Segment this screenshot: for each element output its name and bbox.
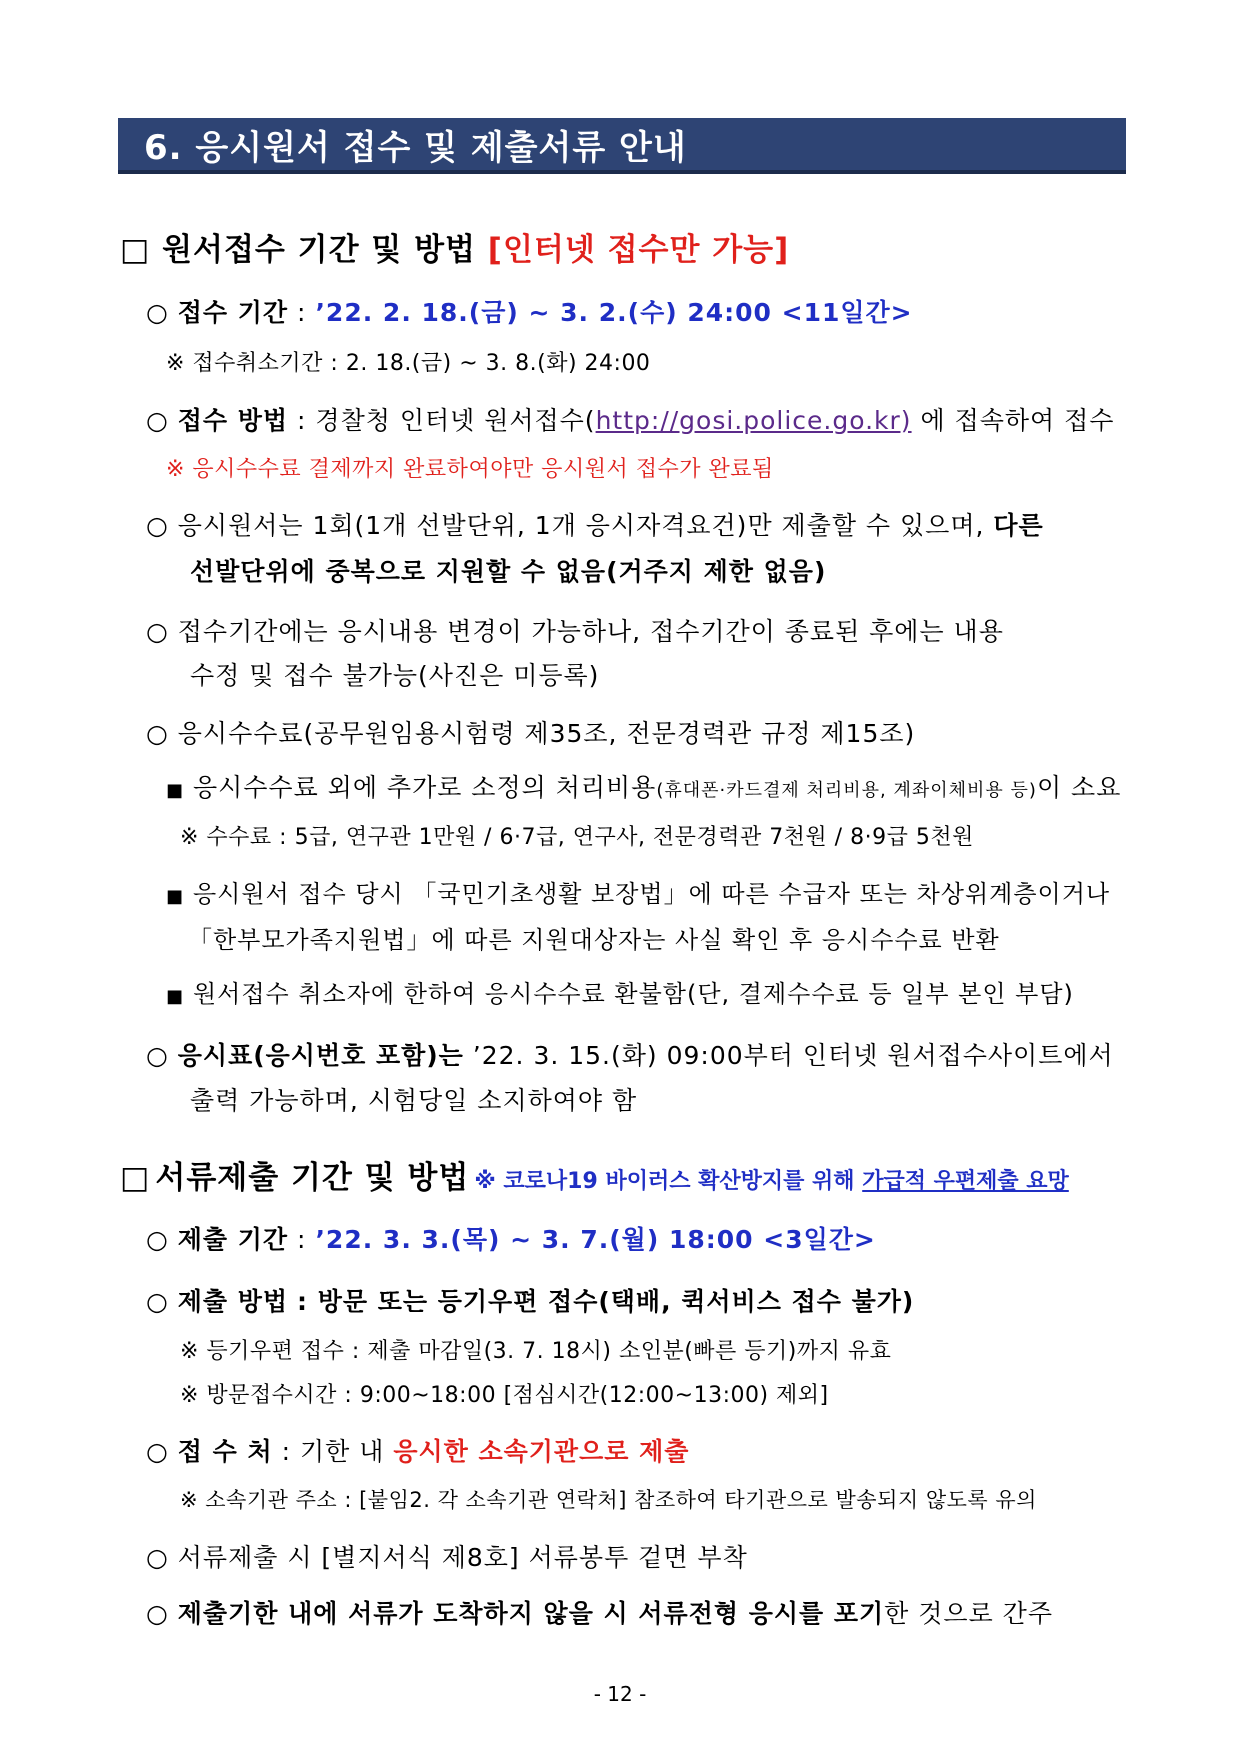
fee-payment-note: ※ 응시수수료 결제까지 완료하여야만 응시원서 접수가 완료됨 [166,457,774,482]
reception-period-value: ’22. 2. 18.(금) ~ 3. 2.(수) 24:00 <11일간> [315,298,913,327]
circle-bullet-icon: ○ [146,1599,169,1628]
submission-method-label: 제출 방법 [177,1287,289,1316]
section1-highlight: [인터넷 접수만 가능] [487,232,790,268]
submission-method-value: : 방문 또는 등기우편 접수(택배, 퀵서비스 접수 불가) [297,1287,915,1316]
fee-heading [146,714,915,750]
visit-hours-note: ※ 방문접수시간 : 9:00~18:00 [점심시간(12:00~13:00) 제외] [180,1383,829,1408]
extra-cost-text: 응시수수료 외에 추가로 소정의 처리비용 [192,773,657,802]
circle-bullet-icon: ○ [146,1437,169,1466]
registered-mail-note: ※ 등기우편 접수 : 제출 마감일(3. 7. 18시) 소인분(빠른 등기)까지 유효 [180,1339,892,1364]
checkbox-square-icon: □ [120,232,151,268]
cancel-refund-item [166,974,1074,1009]
single-application-bold: 다른 [993,511,1044,540]
change-line2: 수정 및 접수 불가능(사진은 미등록) [190,661,600,690]
deadline-bold: 제출기한 내에 서류가 도착하지 않을 시 서류전형 응시를 포기 [177,1599,885,1628]
envelope-item [146,1538,748,1574]
single-application-text: 응시원서는 1회(1개 선발단위, 1개 응시자격요건)만 제출할 수 있으며, [177,511,994,540]
envelope-text: 서류제출 시 [별지서식 제8호] 서류봉투 겉면 부착 [177,1543,748,1572]
cancel-period-note: ※ 접수취소기간 : 2. 18.(금) ~ 3. 8.(화) 24:00 [166,351,651,376]
single-application-line2: 선발단위에 중복으로 지원할 수 없음(거주지 제한 없음) [190,557,827,586]
cancel-refund-text: 원서접수 취소자에 한하여 응시수수료 환불함(단, 결제수수료 등 일부 본인 부담) [192,980,1074,1008]
reception-method-prefix: : 경찰청 인터넷 원서접수( [297,406,596,435]
deadline-text: 한 것으로 간주 [884,1599,1053,1628]
section-banner [118,118,1126,174]
submission-place-label: 접 수 처 [177,1437,273,1466]
checkbox-square-icon: □ [120,1160,151,1196]
colon: : [297,1225,307,1254]
section2-header [120,1152,1069,1197]
admission-ticket-line2: 출력 가능하며, 시험당일 소지하여야 함 [190,1086,638,1115]
colon: : [297,298,307,327]
circle-bullet-icon: ○ [146,1225,169,1254]
refund-item-line1 [166,874,1110,909]
admission-ticket-bold: 응시표(응시번호 포함)는 [177,1041,464,1070]
fee-heading-text: 응시수수료(공무원임용시험령 제35조, 전문경력관 규정 제15조) [177,719,916,748]
extra-cost-detail: (휴대폰·카드결제 처리비용, 계좌이체비용 등) [656,780,1037,801]
gosi-url-link[interactable]: http://gosi.police.go.kr) [595,406,912,435]
refund-text: 응시원서 접수 당시 「국민기초생활 보장법」에 따른 수급자 또는 차상위계층이거나 [192,880,1111,908]
reception-period-label: 접수 기간 [177,298,289,327]
circle-bullet-icon: ○ [146,511,169,540]
extra-cost-item [166,768,1121,804]
covid-note-underlined: 가급적 우편제출 요망 [862,1169,1069,1194]
circle-bullet-icon: ○ [146,1041,169,1070]
submission-period-value: ’22. 3. 3.(목) ~ 3. 7.(월) 18:00 <3일간> [315,1225,876,1254]
square-bullet-icon: ■ [166,780,185,801]
submission-method [146,1282,914,1318]
fee-amount-note: ※ 수수료 : 5급, 연구관 1만원 / 6·7급, 연구사, 전문경력관 7천원 / 8·9급 5천원 [180,825,974,850]
circle-bullet-icon: ○ [146,406,169,435]
single-application-line1 [146,506,1044,542]
submission-place [146,1432,689,1468]
submission-period [146,1220,876,1256]
circle-bullet-icon: ○ [146,719,169,748]
covid-note-prefix: ※ 코로나19 바이러스 확산방지를 위해 [474,1169,863,1194]
reception-method [146,401,1114,437]
admission-ticket-text: ’22. 3. 15.(화) 09:00부터 인터넷 원서접수사이트에서 [463,1041,1114,1070]
section2-title: 서류제출 기간 및 방법 [155,1160,470,1196]
square-bullet-icon: ■ [166,886,185,907]
page-number: - 12 - [593,1682,647,1706]
admission-ticket-line1 [146,1036,1114,1072]
circle-bullet-icon: ○ [146,298,169,327]
reception-method-label: 접수 방법 [177,406,289,435]
circle-bullet-icon: ○ [146,1287,169,1316]
extra-cost-end: 이 소요 [1036,773,1122,802]
circle-bullet-icon: ○ [146,1543,169,1572]
circle-bullet-icon: ○ [146,617,169,646]
deadline-item [146,1594,1053,1630]
section1-title: 원서접수 기간 및 방법 [162,232,476,268]
change-text: 접수기간에는 응시내용 변경이 가능하나, 접수기간이 종료된 후에는 내용 [177,617,1004,646]
square-bullet-icon: ■ [166,986,185,1007]
submission-period-label: 제출 기간 [177,1225,289,1254]
section1-header [120,224,789,269]
reception-method-suffix: 에 접속하여 접수 [911,406,1115,435]
reception-period [146,293,913,329]
submission-place-prefix: : 기한 내 [272,1437,394,1466]
change-line1 [146,612,1004,648]
banner-title: 6. 응시원서 접수 및 제출서류 안내 [144,127,687,168]
refund-item-line2: 「한부모가족지원법」에 따른 지원대상자는 사실 확인 후 응시수수료 반환 [188,926,1000,954]
agency-address-note: ※ 소속기관 주소 : [붙임2. 각 소속기관 연락처] 참조하여 타기관으로 발송되지 않도록 유의 [180,1488,1037,1512]
submission-place-value: 응시한 소속기관으로 제출 [393,1437,690,1466]
